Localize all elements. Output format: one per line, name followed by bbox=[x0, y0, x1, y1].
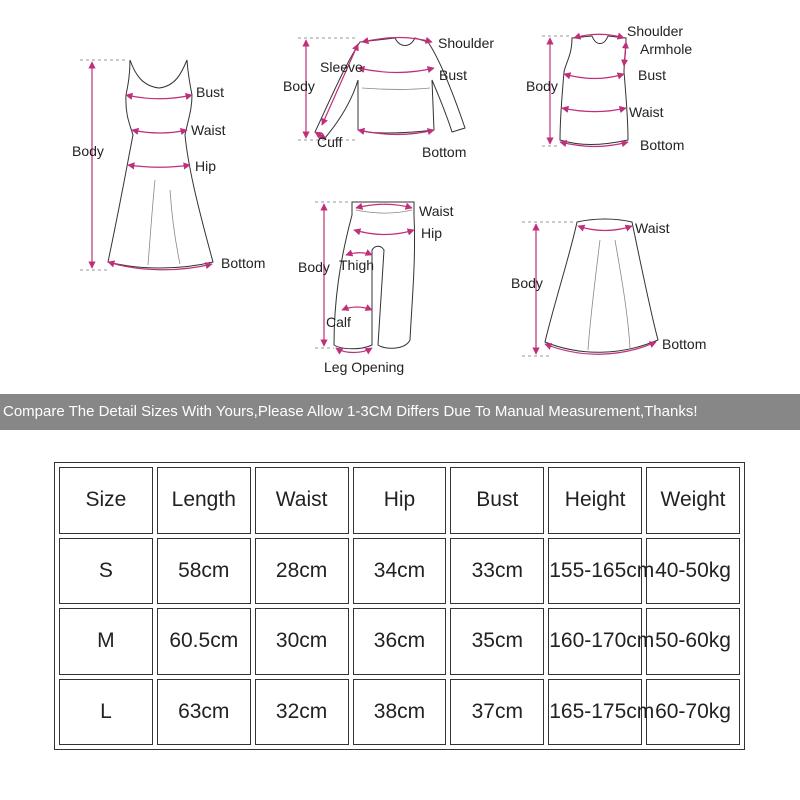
dress-bust-label: Bust bbox=[196, 84, 225, 100]
cell-weight: 60-70kg bbox=[646, 679, 740, 746]
header-length: Length bbox=[157, 467, 251, 534]
header-bust: Bust bbox=[450, 467, 544, 534]
cell-hip: 38cm bbox=[353, 679, 447, 746]
cell-waist: 28cm bbox=[255, 538, 349, 605]
pants-calf-label: Calf bbox=[326, 314, 351, 330]
pants-thigh-label: Thigh bbox=[339, 257, 375, 273]
vest-waist-label: Waist bbox=[629, 104, 664, 120]
cell-size: M bbox=[59, 608, 153, 675]
shirt-cuff-label: Cuff bbox=[317, 134, 343, 150]
table-row bbox=[59, 608, 740, 675]
pants-leg-opening-label: Leg Opening bbox=[324, 359, 405, 375]
shirt-sleeve-label: Sleeve bbox=[320, 59, 363, 75]
cell-weight: 50-60kg bbox=[646, 608, 740, 675]
dress-body-label: Body bbox=[72, 143, 104, 159]
cell-height: 165-175cm bbox=[548, 679, 642, 746]
table-header-row bbox=[59, 467, 740, 534]
cell-height: 160-170cm bbox=[548, 608, 642, 675]
pants-body-label: Body bbox=[298, 259, 330, 275]
table-row bbox=[59, 679, 740, 746]
dress-waist-label: Waist bbox=[191, 122, 226, 138]
header-size: Size bbox=[59, 467, 153, 534]
dress-diagram bbox=[72, 60, 265, 271]
cell-length: 63cm bbox=[157, 679, 251, 746]
shirt-diagram bbox=[283, 35, 494, 160]
dress-hip-label: Hip bbox=[195, 158, 217, 174]
header-height: Height bbox=[548, 467, 642, 534]
vest-body-label: Body bbox=[526, 78, 558, 94]
header-weight: Weight bbox=[646, 467, 740, 534]
vest-shoulder-label: Shoulder bbox=[627, 23, 684, 39]
vest-bottom-label: Bottom bbox=[640, 137, 685, 153]
skirt-body-label: Body bbox=[511, 275, 543, 291]
cell-length: 58cm bbox=[157, 538, 251, 605]
cell-length: 60.5cm bbox=[157, 608, 251, 675]
header-hip: Hip bbox=[353, 467, 447, 534]
cell-hip: 36cm bbox=[353, 608, 447, 675]
cell-bust: 33cm bbox=[450, 538, 544, 605]
cell-size: S bbox=[59, 538, 153, 605]
cell-weight: 40-50kg bbox=[646, 538, 740, 605]
cell-bust: 35cm bbox=[450, 608, 544, 675]
shirt-body-label: Body bbox=[283, 78, 315, 94]
garment-measurement-diagrams bbox=[0, 0, 800, 390]
shirt-bust-label: Bust bbox=[439, 67, 468, 83]
pants-waist-label: Waist bbox=[419, 203, 454, 219]
cell-bust: 37cm bbox=[450, 679, 544, 746]
shirt-bottom-label: Bottom bbox=[422, 144, 467, 160]
measurement-notice-banner: Compare The Detail Sizes With Yours,Please Allow 1-3CM Differs Due To Manual Measurement,Thanks! bbox=[0, 394, 800, 430]
size-chart-table bbox=[54, 462, 745, 750]
dress-bottom-label: Bottom bbox=[221, 255, 266, 271]
shirt-shoulder-label: Shoulder bbox=[438, 35, 495, 51]
vest-armhole-label: Armhole bbox=[640, 41, 693, 57]
vest-bust-label: Bust bbox=[638, 67, 667, 83]
pants-hip-label: Hip bbox=[421, 225, 443, 241]
skirt-diagram bbox=[511, 219, 706, 356]
cell-hip: 34cm bbox=[353, 538, 447, 605]
header-waist: Waist bbox=[255, 467, 349, 534]
skirt-waist-label: Waist bbox=[635, 220, 670, 236]
pants-diagram bbox=[298, 202, 454, 375]
cell-waist: 30cm bbox=[255, 608, 349, 675]
cell-size: L bbox=[59, 679, 153, 746]
cell-height: 155-165cm bbox=[548, 538, 642, 605]
vest-diagram bbox=[526, 23, 692, 153]
cell-waist: 32cm bbox=[255, 679, 349, 746]
skirt-bottom-label: Bottom bbox=[662, 336, 707, 352]
table-row bbox=[59, 538, 740, 605]
